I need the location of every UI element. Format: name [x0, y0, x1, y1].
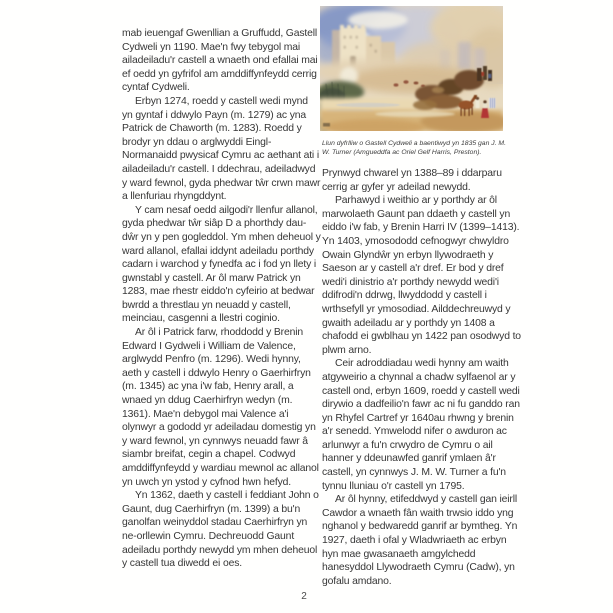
turner-painting-svg [320, 6, 503, 131]
sand-foreshore [320, 110, 503, 131]
paragraph: Ar ôl i Patrick farw, rhoddodd y Brenin Edward I Gydweli i William de Valence, arglwydd Penfro (m. 1296). Wedi hynny, aeth y castell i ddwylo Henry o Gaerhirfryn (m. 1345) ac yna i'w fab, Henry arall, a wnaed yn ddug Caerhirfryn wedyn (m. 1361). Mae'n debygol mai Valence a'i olynwyr a gododd yr adeiladau domestig yn y ward fewnol, yn cynnwys neuadd fawr â siambr breifat, cegin a chapel. Codwyd amddiffynfeydd y wardiau mewnol ac allanol yn uwch yn ystod y cyfnod hwn hefyd. [122, 327, 319, 488]
signature-mark [323, 123, 330, 127]
page-number: 2 [301, 591, 307, 602]
paragraph: Ceir adroddiadau wedi hynny am waith atgyweirio a chynnal a chadw sylfaenol ar y castell ond, erbyn 1609, roedd y castell wedi dirywio a dadfeilio'n fawr ac ni fu ganddo ran yn Rhyfel Cartref yr 1640au rhwng y brenin a'r senedd. Ymwelodd nifer o awduron ac arlunwyr a fu'n crwydro de Cymru o ail hanner y ddeunawfed ganrif ymlaen â'r castell, yn cynnwys J. M. W. Turner a fu'n tynnu lluniau o'r castell yn 1795. [322, 358, 520, 492]
paragraph: Yn 1362, daeth y castell i feddiant John o Gaunt, dug Caerhirfryn (m. 1399) a bu'n ganolfan weinyddol stadau Caerhirfryn yn ne-orllewin Cymru. Dechreuodd Gaunt adeiladu porthdy newydd ym mhen deheuol y castell tua diwedd ei oes. [122, 490, 319, 570]
paragraph: Y cam nesaf oedd ailgodi'r llenfur allanol, gyda phedwar tŵr siâp D a phorthdy dau-dŵr yn y pen gogleddol. Ym mhen deheuol y ward allanol, efallai iddynt adeiladu porthdy cadarn i warchod y fynedfa ac i fod yn llety i gwnstabl y castell. Ar ôl marw Patrick yn 1283, mae rhestr eiddo'n cyfeirio at bedwar bwrdd a threstlau yn neuadd y castell, meinciau, casgenni a llestri coginio. [122, 204, 321, 325]
paragraph: Prynwyd chwarel yn 1388–89 i ddarparu cerrig ar gyfer yr adeilad newydd. [322, 168, 502, 193]
turner-painting [320, 6, 503, 131]
text-column-left [122, 27, 321, 571]
paragraph: Ar ôl hynny, etifeddwyd y castell gan ieirll Cawdor a wnaeth fân waith trwsio iddo yng nghanol y bedwaredd ganrif ar bymtheg. Yn 1927, daeth i ofal y Wladwriaeth ac erbyn hyn mae gwasanaeth amgylchedd hanesyddol Llywodraeth Cymru (Cadw), yn gofalu amdano. [322, 494, 518, 587]
paragraph: mab ieuengaf Gwenllian a Gruffudd, Gastell Cydweli yn 1190. Mae'n fwy tebygol mai ailadeiladu'r castell a wnaeth ond efallai mai ef oedd yn gyfrifol am amddiffynfeydd cerrig cyntaf Cydweli. [122, 28, 318, 94]
paragraph: Parhawyd i weithio ar y porthdy ar ôl marwolaeth Gaunt pan ddaeth y castell yn eiddo i'w fab, y Brenin Harri IV (1399–1413). Yn 1403, ymosododd cefnogwyr chwyldro Owain Glyndŵr yn erbyn llywodraeth y Saeson ar y castell a'r dref. Er bod y dref wedi'i dinistrio a'r porthdy newydd wedi'i ddifrodi'n ddrwg, llwyddodd y castell i wrthsefyll yr ymosodiad. Ailddechreuwyd y gwaith adeiladu ar y porthdy yn 1408 a chafodd ei gwblhau yn 1422 pan osodwyd to plwm arno. [322, 195, 521, 356]
paragraph: Erbyn 1274, roedd y castell wedi mynd yn gyntaf i ddwylo Payn (m. 1279) ac yna Patrick de Chaworth (m. 1283). Roedd y brodyr yn ddau o arglwyddi Eingl-Normanaidd pwysicaf Cymru ac aethant ati i ailadeiladu'r castell. I ddechrau, adeiladwyd y ward fewnol, gyda phedwar tŵr crwn mawr a llenfuriau rhyngddynt. [122, 95, 321, 203]
text-column-right [322, 167, 521, 588]
white-figure [476, 100, 480, 108]
painting-caption: Llun dyfrlliw o Gastell Cydweli a baentiwyd yn 1835 gan J. M. W. Turner (Amgueddfa ac Oriel Gelf Harris, Preston). [322, 140, 506, 156]
